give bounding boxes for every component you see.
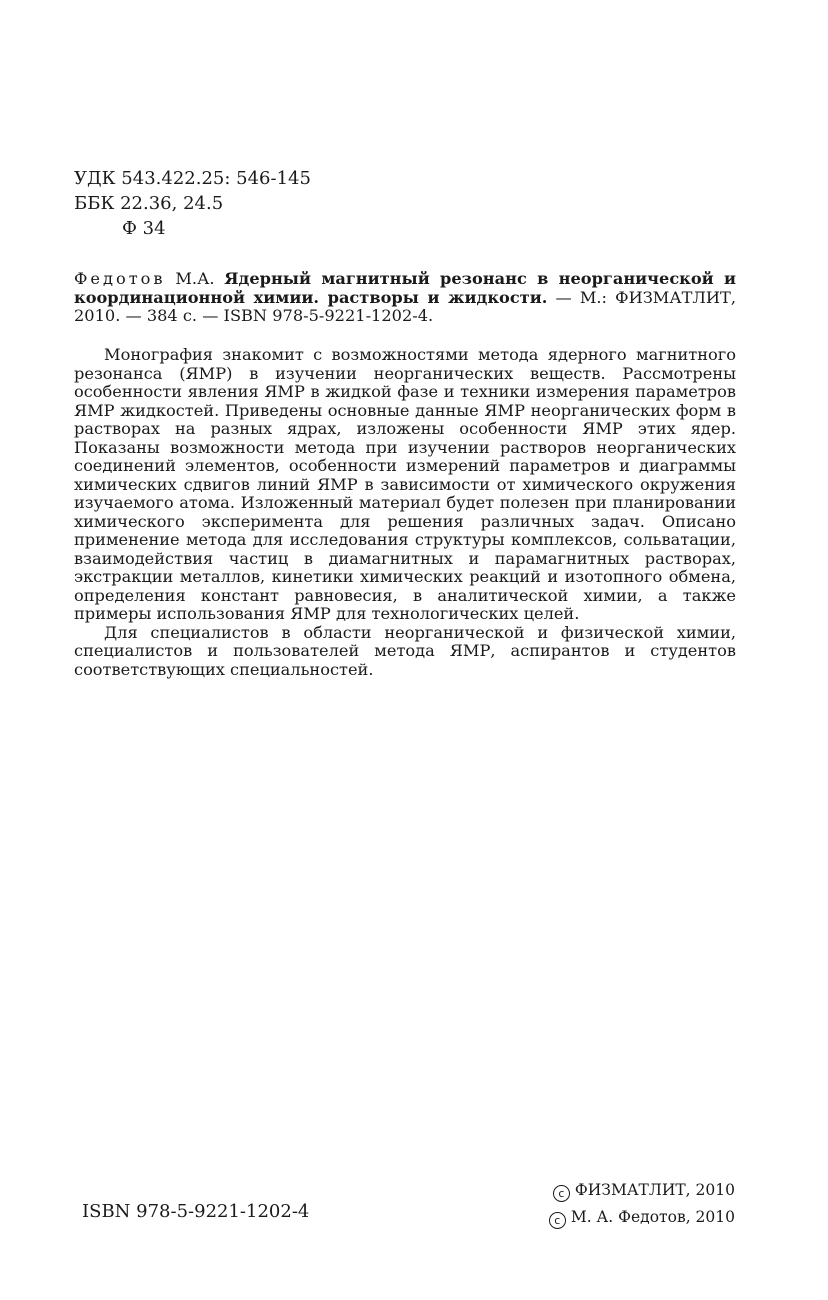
copyright-icon: c bbox=[553, 1185, 570, 1202]
author-code: Ф 34 bbox=[122, 218, 166, 239]
author-initials: М.А. bbox=[175, 269, 215, 288]
copyright-author: М. А. Федотов, 2010 bbox=[570, 1208, 735, 1226]
copyright-notices bbox=[549, 1177, 735, 1231]
book-title: Ядерный магнитный резонанс в неорганической и координационной химии. растворы и жидкости. bbox=[74, 269, 736, 307]
copyright-icon: c bbox=[549, 1212, 566, 1229]
imprint: — М.: ФИЗМАТЛИТ, 2010. — 384 с. — ISBN 978-5-9221-1202-4. bbox=[74, 287, 736, 325]
author-surname: Федотов bbox=[74, 269, 166, 288]
classification-codes bbox=[74, 166, 311, 241]
annotation bbox=[74, 346, 736, 679]
bibliographic-citation bbox=[74, 270, 736, 326]
copyright-author-line bbox=[549, 1204, 735, 1231]
bbk-code: ББК 22.36, 24.5 bbox=[74, 193, 224, 214]
copyright-publisher-line bbox=[549, 1177, 735, 1204]
audience-paragraph: Для специалистов в области неорганической и физической химии, специалистов и пользователей метода ЯМР, аспирантов и студентов соответствующих специальностей. bbox=[74, 622, 736, 679]
udk-code: УДК 543.422.25: 546-145 bbox=[74, 168, 311, 189]
annotation-paragraph: Монография знакомит с возможностями метода ядерного магнитного резонанса (ЯМР) в изучении неорганических веществ. Рассмотрены особенности явления ЯМР в жидкой фазе и техники измерения параметров ЯМР жидкостей. Приведены основные данные ЯМР неорганических форм в растворах на разных ядрах, изложены особенности ЯМР этих ядер. Показаны возможности метода при изучении растворов неорганических соединений элементов, особенности измерений параметров и диаграммы химических сдвигов линий ЯМР в зависимости от химического окружения изучаемого атома. Изложенный материал будет полезен при планировании химического эксперимента для решения различных задач. Описано применение метода для исследования структуры комплексов, сольватации, взаимодействия частиц в диамагнитных и парамагнитных растворах, экстракции металлов, кинетики химических реакций и изотопного обмена, определения констант равновесия, в аналитической химии, а также примеры использования ЯМР для технологических целей. bbox=[74, 345, 736, 623]
copyright-publisher: ФИЗМАТЛИТ, 2010 bbox=[574, 1181, 735, 1199]
isbn: ISBN 978-5-9221-1202-4 bbox=[82, 1201, 310, 1222]
